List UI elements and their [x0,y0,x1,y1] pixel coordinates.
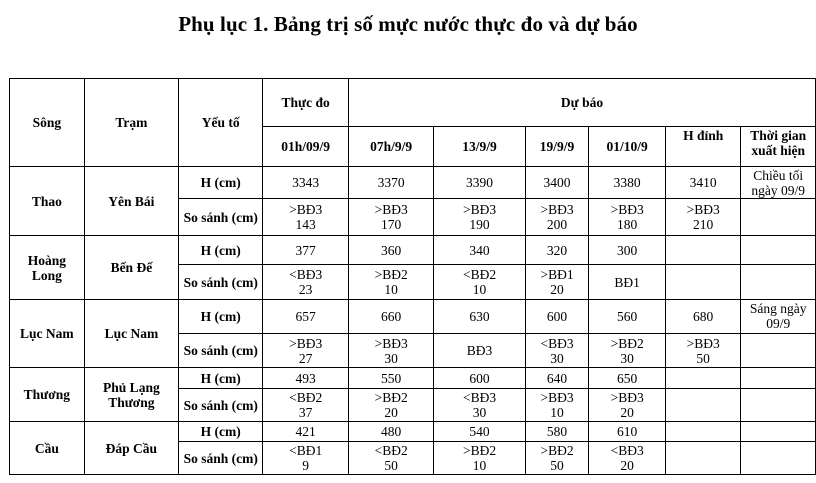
header-peak: H đỉnh [665,127,740,167]
river-name: Hoàng Long [10,236,85,300]
level-cell: 3380 [589,167,666,199]
level-cell: 600 [525,300,589,334]
appear-time-cell [741,422,816,442]
header-river: Sông [10,79,85,167]
header-forecast: Dự báo [348,79,815,127]
level-cell: 610 [589,422,666,442]
header-factor: Yếu tố [179,79,263,167]
level-cell: 3410 [665,167,740,199]
level-cell: 300 [589,236,666,265]
level-cell: 630 [434,300,525,334]
level-cell: 600 [434,368,525,389]
compare-cell: >BĐ3 20 [589,389,666,422]
level-cell: 360 [348,236,433,265]
compare-cell: >BĐ2 30 [589,334,666,368]
compare-cell: >BĐ1 20 [525,265,589,300]
level-cell: 340 [434,236,525,265]
compare-cell: >BĐ2 10 [348,265,433,300]
level-cell [665,422,740,442]
level-cell: 493 [263,368,349,389]
level-cell: 550 [348,368,433,389]
level-cell: 640 [525,368,589,389]
level-cell: 421 [263,422,349,442]
compare-cell: <BĐ2 50 [348,442,433,475]
compare-cell [741,442,816,475]
level-cell: 480 [348,422,433,442]
station-name: Phủ Lạng Thương [84,368,178,422]
header-time: 01h/09/9 [263,127,349,167]
level-cell: 660 [348,300,433,334]
water-level-table [9,78,816,475]
compare-cell: <BĐ1 9 [263,442,349,475]
compare-cell: >BĐ2 10 [434,442,525,475]
compare-cell: >BĐ3 190 [434,199,525,236]
compare-cell [741,389,816,422]
compare-cell: BĐ1 [589,265,666,300]
header-observed: Thực đo [263,79,349,127]
factor-h: H (cm) [179,422,263,442]
compare-cell: <BĐ3 20 [589,442,666,475]
station-name: Yên Bái [84,167,178,236]
compare-cell [665,442,740,475]
compare-cell: <BĐ2 37 [263,389,349,422]
factor-compare: So sánh (cm) [179,389,263,422]
compare-cell [741,199,816,236]
river-name: Thương [10,368,85,422]
compare-cell: >BĐ3 200 [525,199,589,236]
compare-cell: >BĐ2 20 [348,389,433,422]
factor-h: H (cm) [179,368,263,389]
compare-cell [665,389,740,422]
header-time: 01/10/9 [589,127,666,167]
factor-compare: So sánh (cm) [179,199,263,236]
factor-h: H (cm) [179,236,263,265]
river-name: Cầu [10,422,85,475]
compare-cell: >BĐ3 170 [348,199,433,236]
station-name: Lục Nam [84,300,178,368]
level-cell: 3370 [348,167,433,199]
compare-cell: >BĐ3 30 [348,334,433,368]
factor-compare: So sánh (cm) [179,334,263,368]
compare-cell: <BĐ3 30 [434,389,525,422]
compare-cell: <BĐ2 10 [434,265,525,300]
appear-time-cell: Sáng ngày 09/9 [741,300,816,334]
level-cell: 580 [525,422,589,442]
compare-cell: >BĐ3 27 [263,334,349,368]
page-title: Phụ lục 1. Bảng trị số mực nước thực đo và dự báo [178,12,638,36]
compare-cell: BĐ3 [434,334,525,368]
level-cell: 3343 [263,167,349,199]
appear-time-cell [741,236,816,265]
level-cell: 560 [589,300,666,334]
compare-cell [741,265,816,300]
compare-cell: >BĐ3 10 [525,389,589,422]
level-cell [665,236,740,265]
factor-h: H (cm) [179,300,263,334]
factor-compare: So sánh (cm) [179,442,263,475]
header-station: Trạm [84,79,178,167]
river-name: Thao [10,167,85,236]
level-cell: 3390 [434,167,525,199]
compare-cell: >BĐ3 180 [589,199,666,236]
level-cell: 680 [665,300,740,334]
header-time: 19/9/9 [525,127,589,167]
appear-time-cell: Chiều tối ngày 09/9 [741,167,816,199]
compare-cell [741,334,816,368]
river-name: Lục Nam [10,300,85,368]
level-cell: 3400 [525,167,589,199]
level-cell: 320 [525,236,589,265]
level-cell: 540 [434,422,525,442]
header-time: 13/9/9 [434,127,525,167]
compare-cell: >BĐ3 210 [665,199,740,236]
compare-cell: <BĐ3 23 [263,265,349,300]
factor-h: H (cm) [179,167,263,199]
appear-time-cell [741,368,816,389]
level-cell: 657 [263,300,349,334]
level-cell [665,368,740,389]
compare-cell: >BĐ3 50 [665,334,740,368]
compare-cell: >BĐ2 50 [525,442,589,475]
station-name: Bến Đế [84,236,178,300]
station-name: Đáp Cầu [84,422,178,475]
compare-cell [665,265,740,300]
header-time: 07h/9/9 [348,127,433,167]
factor-compare: So sánh (cm) [179,265,263,300]
compare-cell: >BĐ3 143 [263,199,349,236]
level-cell: 377 [263,236,349,265]
compare-cell: <BĐ3 30 [525,334,589,368]
header-time-appear: Thời gian xuất hiện [741,127,816,167]
level-cell: 650 [589,368,666,389]
